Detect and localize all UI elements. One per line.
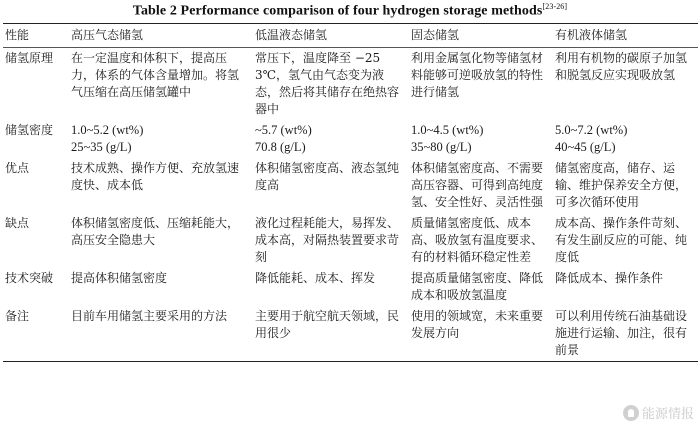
table-cell: 成本高、操作条件苛刻、有发生副反应的可能、纯度低 — [555, 216, 688, 264]
table-row-disadvantages — [3, 213, 698, 268]
header-cell-high-pressure-gas: 高压气态储氢 — [67, 24, 251, 48]
table-row-density — [3, 120, 698, 158]
row-label: 优点 — [5, 161, 30, 175]
table-cell: 储氢密度高，储存、运输、维护保养安全方便，可多次循环使用 — [555, 161, 688, 209]
caption-reference: [23-26] — [542, 2, 568, 11]
table-cell: 常压下，温度降至 −253℃，氢气由气态变为液态，然后将其储存在绝热容器中 — [255, 51, 400, 116]
row-label: 储氢密度 — [5, 123, 54, 137]
comparison-table — [3, 23, 698, 362]
table-cell: 提高质量储氢密度、降低成本和吸放氢温度 — [411, 271, 544, 302]
table-cell: 体积储氢密度高、液态氢纯度高 — [255, 161, 400, 192]
watermark — [623, 403, 694, 422]
table-row-remarks — [3, 306, 698, 362]
wechat-logo-icon — [623, 405, 639, 421]
table-cell: 体积储氢密度高、不需要高压容器、可得到高纯度氢、安全性好、灵活性强 — [411, 161, 544, 209]
table-cell: 在一定温度和体积下，提高压力，体系的气体含量增加。将氢气压缩在高压储氢罐中 — [71, 51, 240, 99]
table-cell: ~5.7 (wt%) 70.8 (g/L) — [255, 123, 312, 154]
table-cell: 可以利用传统石油基础设施进行运输、加注，很有前景 — [551, 306, 698, 362]
row-label: 缺点 — [5, 216, 30, 230]
header-cell-property: 性能 — [3, 24, 67, 48]
table-cell: 主要用于航空航天领域，民用很少 — [251, 306, 407, 362]
table-header-row — [3, 24, 698, 48]
row-label: 储氢原理 — [5, 51, 54, 65]
table-cell: 1.0~5.2 (wt%) 25~35 (g/L) — [71, 123, 144, 154]
table-cell: 目前车用储氢主要采用的方法 — [67, 306, 251, 362]
table-cell: 质量储氢密度低、成本高、吸放氢有温度要求、有的材料循环稳定性差 — [411, 216, 544, 264]
table-cell: 1.0~4.5 (wt%) 35~80 (g/L) — [411, 123, 484, 154]
table-cell: 利用金属氢化物等储氢材料能够可逆吸放氢的特性进行储氢 — [411, 51, 544, 99]
header-cell-solid-state: 固态储氢 — [407, 24, 551, 48]
table-row-advantages — [3, 158, 698, 213]
table-cell: 技术成熟、操作方便、充放氢速度快、成本低 — [71, 161, 240, 192]
table-cell: 利用有机物的碳原子加氢和脱氢反应实现吸放氢 — [555, 51, 688, 82]
table-cell: 降低成本、操作条件 — [555, 271, 664, 285]
caption-text: Table 2 Performance comparison of four hydrogen storage methods — [132, 3, 543, 19]
row-label: 技术突破 — [5, 271, 54, 285]
header-cell-organic-liquid: 有机液体储氢 — [551, 24, 698, 48]
table-cell: 使用的领域宽，未来重要发展方向 — [407, 306, 551, 362]
table-cell: 液化过程耗能大，易挥发、成本高，对隔热装置要求苛刻 — [255, 216, 400, 264]
table-row-principle — [3, 48, 698, 121]
row-label: 备注 — [3, 306, 67, 362]
table-cell: 体积储氢密度低、压缩耗能大，高压安全隐患大 — [71, 216, 240, 247]
table-row-breakthrough — [3, 268, 698, 306]
watermark-text: 能源情报 — [641, 407, 694, 422]
table-caption — [0, 2, 700, 20]
table-cell: 5.0~7.2 (wt%) 40~45 (g/L) — [555, 123, 628, 154]
header-cell-cryogenic-liquid: 低温液态储氢 — [251, 24, 407, 48]
table-cell: 提高体积储氢密度 — [71, 271, 168, 285]
table-cell: 降低能耗、成本、挥发 — [255, 271, 376, 285]
